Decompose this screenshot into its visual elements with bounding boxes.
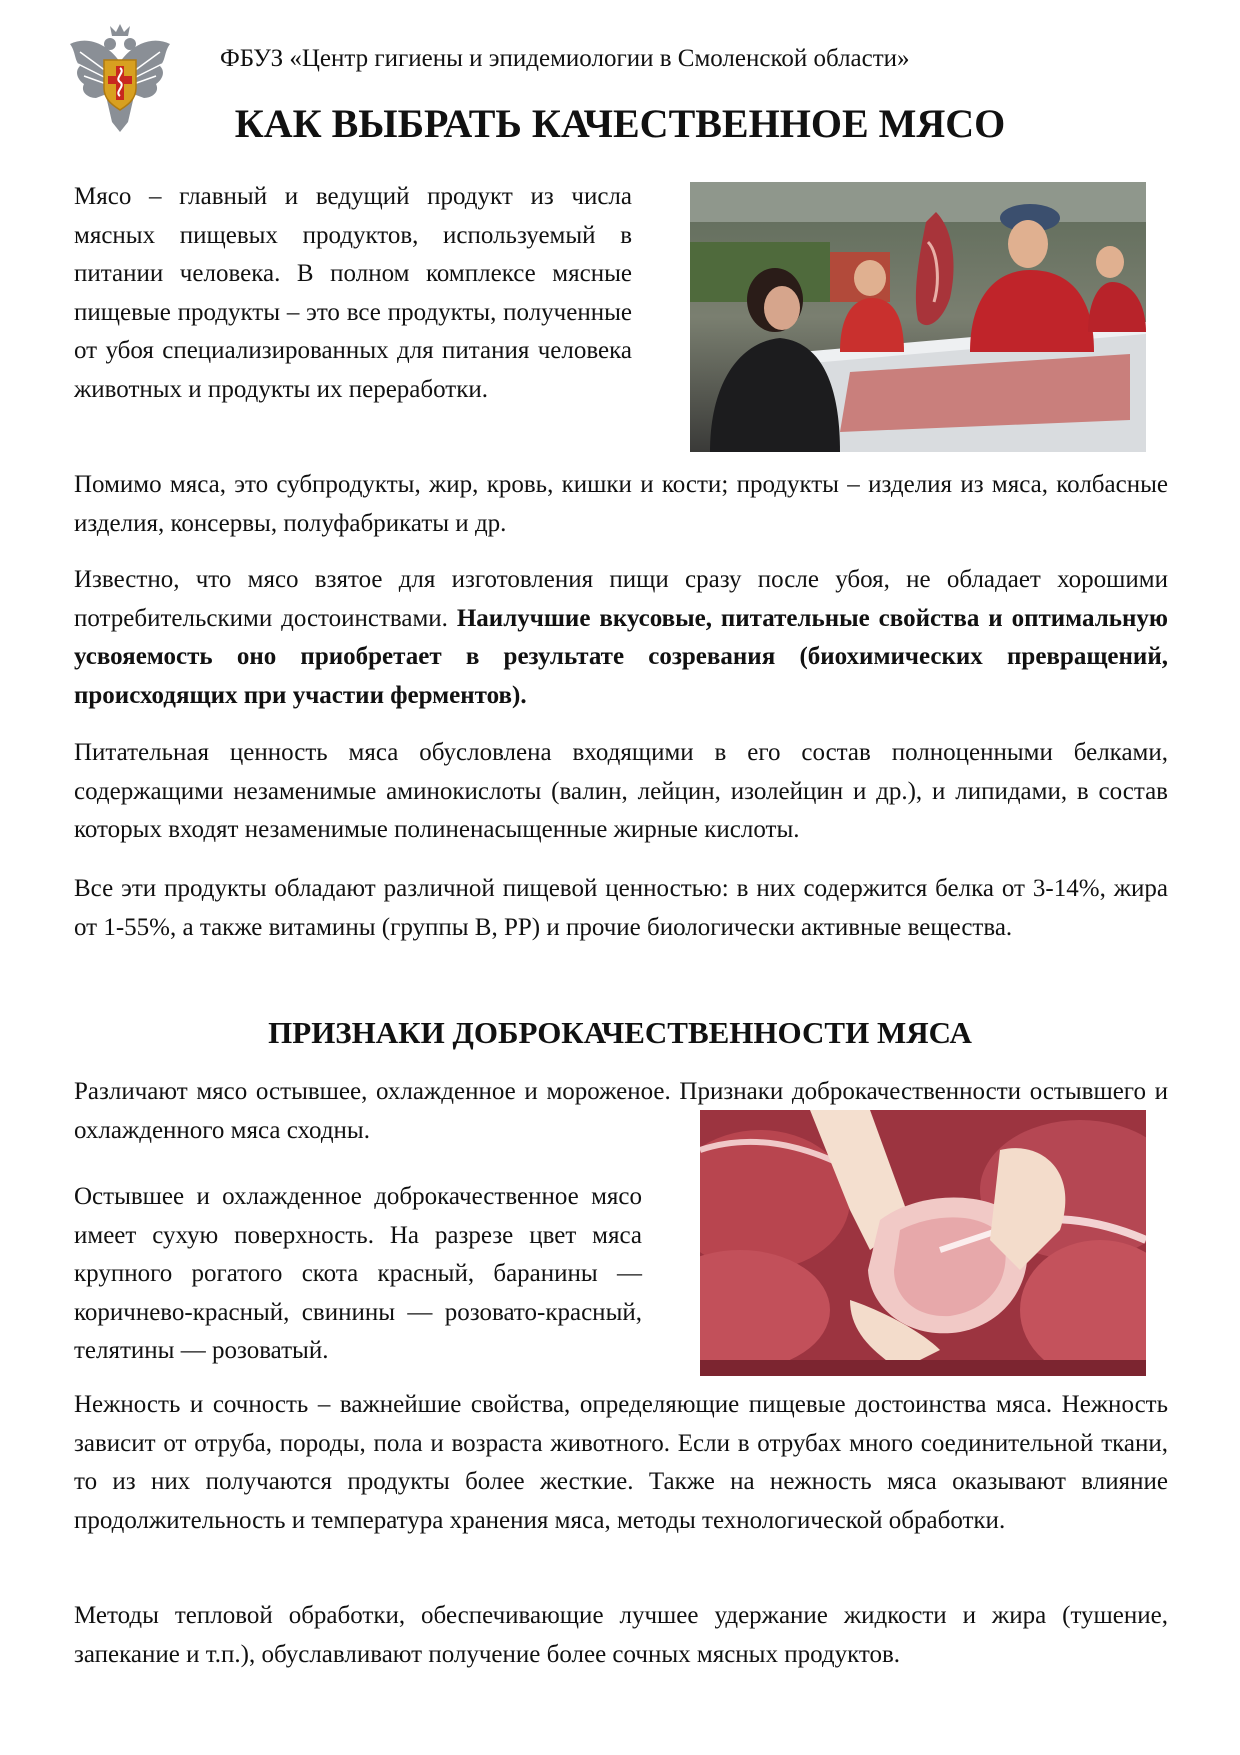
intro-paragraph-4: Питательная ценность мяса обусловлена входящими в его состав полноценными белками, содержащими незаменимые аминокислоты (валин, лейцин, изолейцин и др.), и липидами, в состав которых входят незаменимые полиненасыщенные жирные кислоты. bbox=[74, 739, 1168, 843]
intro-paragraph-3-plain: Известно, что мясо взятое для изготовления пищи сразу после убоя, не обладает хорошими потребительскими достоинствами. bbox=[74, 566, 1168, 632]
hands-holding-raw-pork-photo bbox=[700, 1110, 1146, 1376]
section-paragraph-2: Остывшее и охлажденное доброкачественное мясо имеет сухую поверхность. На разрезе цвет мяса крупного рогатого скота красный, баранины — коричнево-красный, свинины — розовато-красный, телятины — розоватый. bbox=[74, 1183, 642, 1364]
intro-paragraph-2: Помимо мяса, это субпродукты, жир, кровь, кишки и кости; продукты – изделия из мяса, колбасные изделия, консервы, полуфабрикаты и др. bbox=[74, 471, 1168, 537]
intro-paragraph-5: Все эти продукты обладают различной пищевой ценностью: в них содержится белка от 3-14%, жира от 1-55%, а также витамины (группы В, РР) и прочие биологически активные вещества. bbox=[74, 875, 1168, 941]
intro-paragraph-3-bold: Наилучшие вкусовые, питательные свойства и оптимальную усвояемость оно приобретает в результате созревания (биохимических превращений, происходящих при участии ферментов). bbox=[74, 604, 1168, 709]
page-title: КАК ВЫБРАТЬ КАЧЕСТВЕННОЕ МЯСО bbox=[234, 101, 1006, 146]
section-paragraph-4: Методы тепловой обработки, обеспечивающие лучшее удержание жидкости и жира (тушение, запекание и т.п.), обуславливают получение более сочных мясных продуктов. bbox=[74, 1602, 1168, 1668]
section-paragraph-3: Нежность и сочность – важнейшие свойства, определяющие пищевые достоинства мяса. Нежность зависит от отруба, породы, пола и возраста животного. Если в отрубах много соединительной ткани, то из них получаются продукты более жесткие. Также на нежность мяса оказывают влияние продолжительность и температура хранения мяса, методы технологической обработки. bbox=[74, 1391, 1168, 1534]
meat-market-counter-photo bbox=[690, 182, 1146, 452]
intro-paragraph-3 bbox=[74, 561, 1168, 715]
section-title: ПРИЗНАКИ ДОБРОКАЧЕСТВЕННОСТИ МЯСА bbox=[268, 1015, 972, 1050]
intro-paragraph-1: Мясо – главный и ведущий продукт из числа мясных пищевых продуктов, используемый в питании человека. В полном комплексе мясные пищевые продукты – это все продукты, полученные от убоя специализированных для питания человека животных и продукты их переработки. bbox=[74, 183, 632, 403]
organization-name: ФБУЗ «Центр гигиены и эпидемиологии в Смоленской области» bbox=[220, 45, 910, 72]
section-paragraph-1: Различают мясо остывшее, охлажденное и мороженое. Признаки доброкачественности остывшего и охлажденного мяса сходны. bbox=[74, 1078, 1168, 1144]
